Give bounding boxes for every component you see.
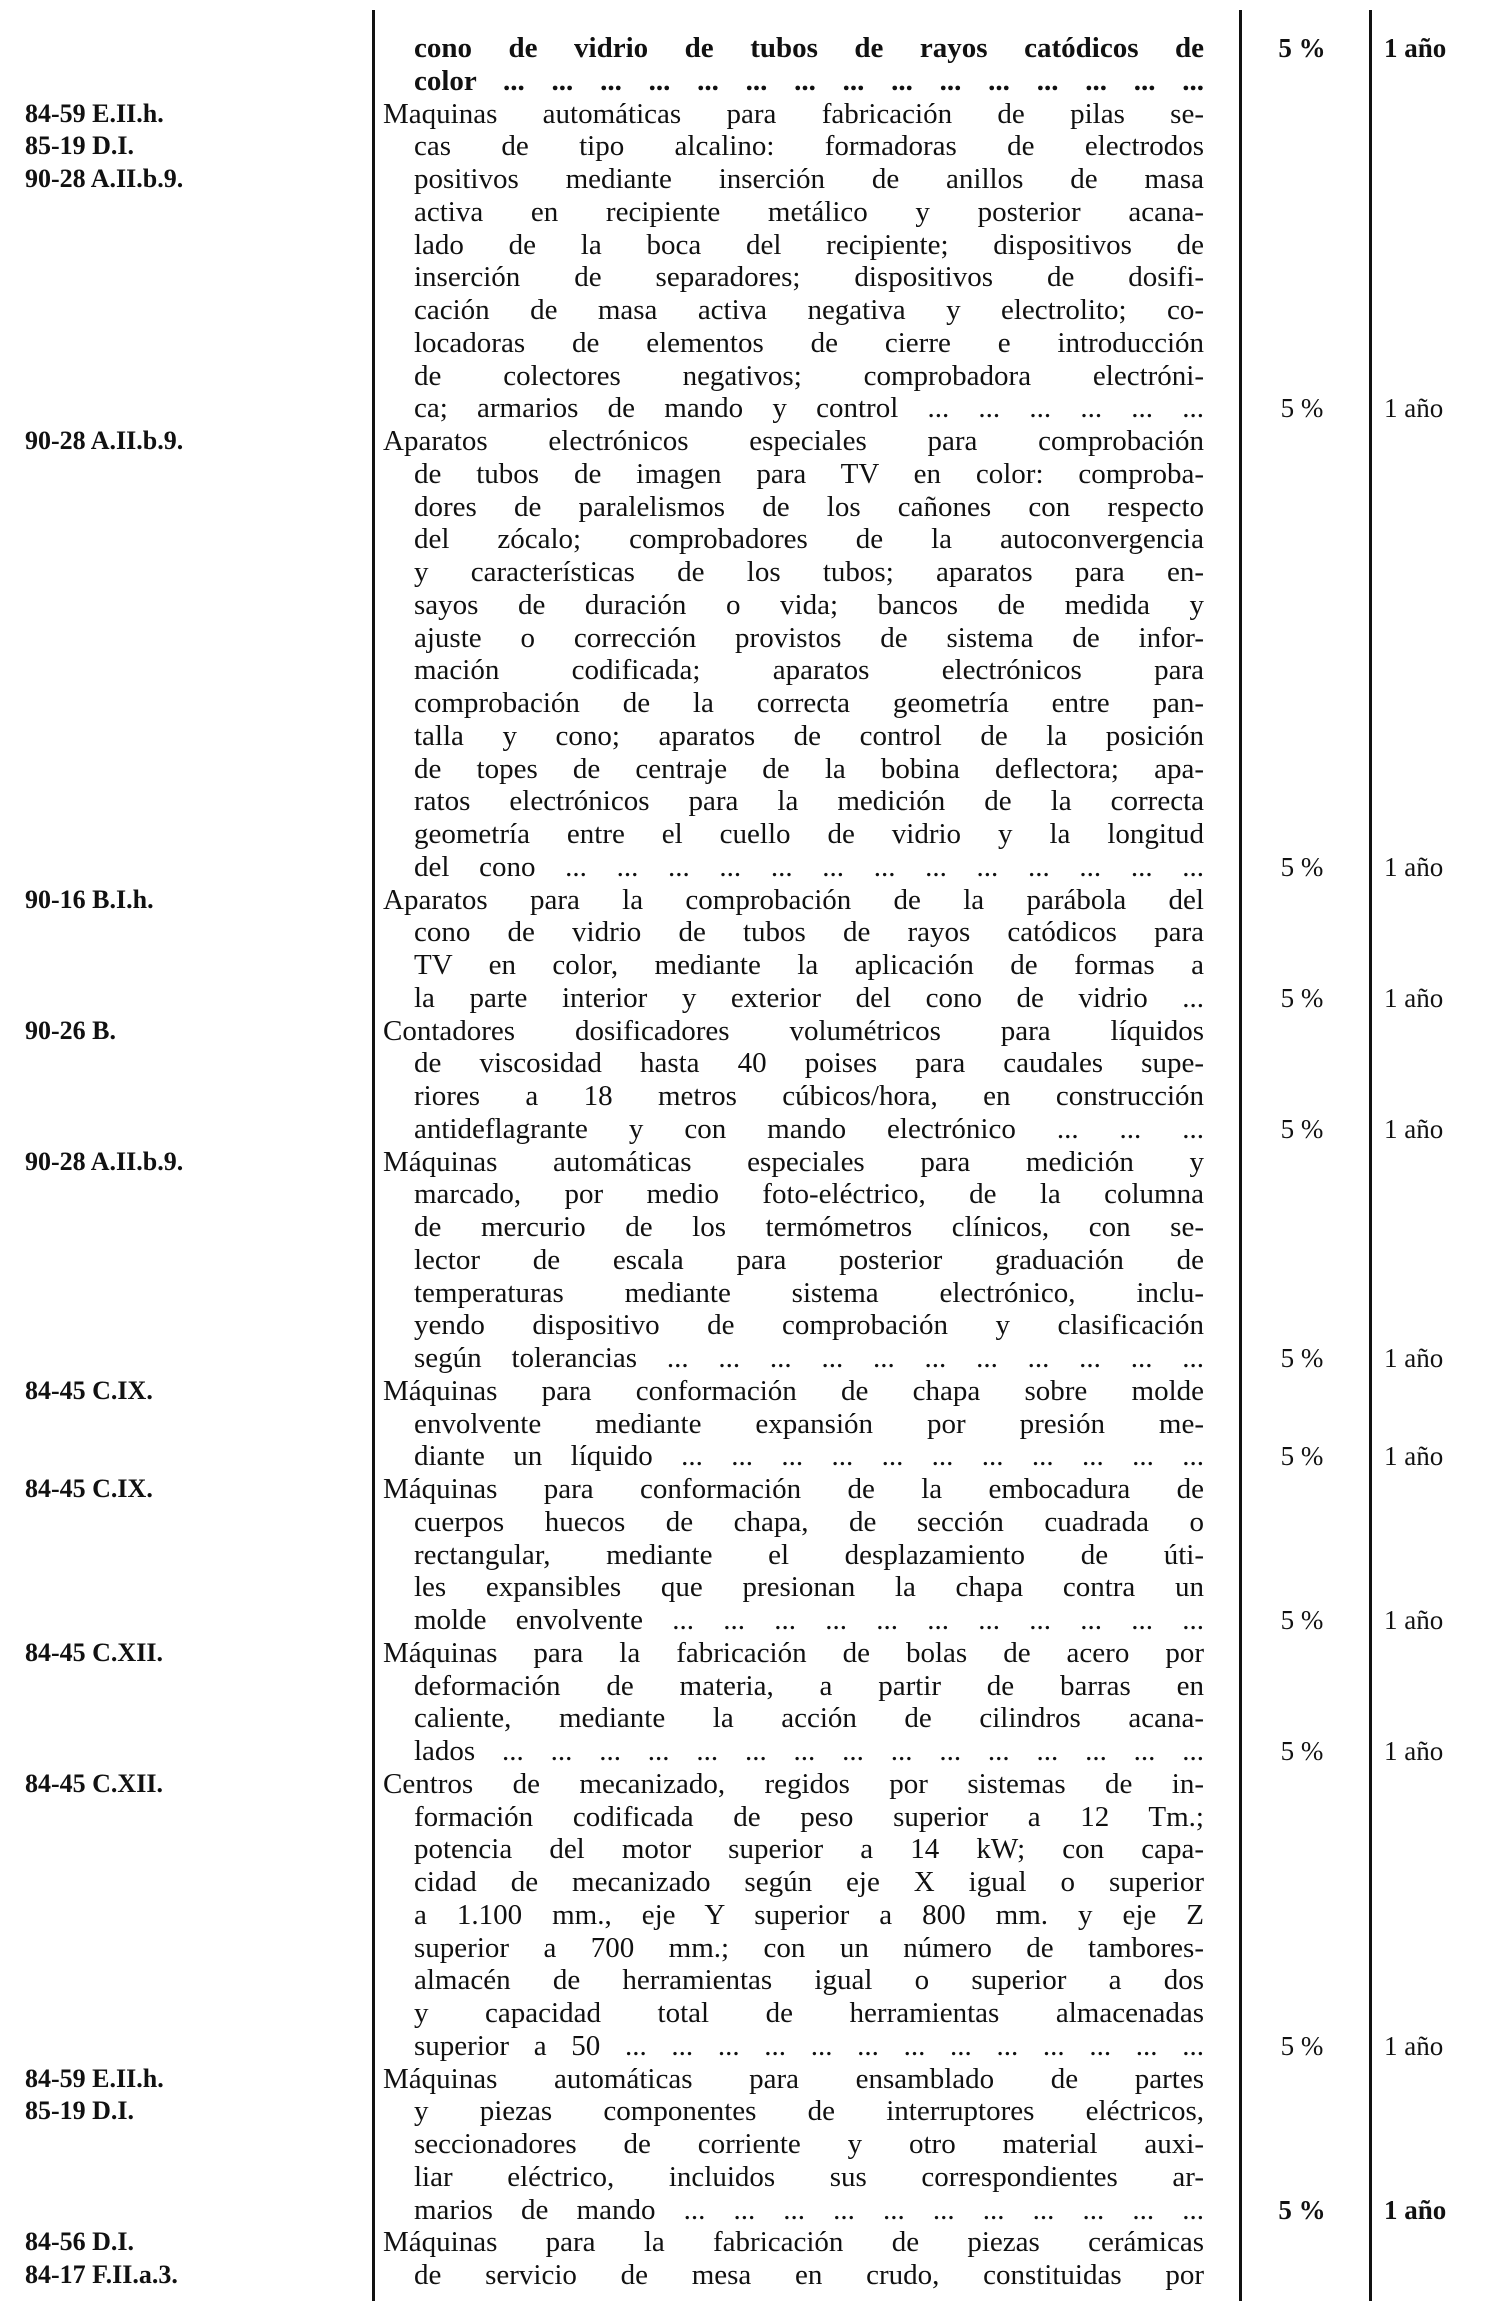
description-line: envolvente mediante expansión por presión me- bbox=[414, 1407, 1204, 1440]
table-row bbox=[0, 1015, 1487, 1048]
description-line: potencia del motor superior a 14 kW; con capa- bbox=[414, 1833, 1204, 1866]
description-line: rectangular, mediante el desplazamiento de úti- bbox=[414, 1538, 1204, 1571]
description-line: yendo dispositivo de comprobación y clasificación bbox=[414, 1309, 1204, 1342]
description-line: Máquinas para la fabricación de bolas de acero por bbox=[383, 1636, 1204, 1669]
table-row bbox=[0, 2259, 1487, 2292]
table-row bbox=[0, 622, 1487, 655]
table-row bbox=[0, 1244, 1487, 1277]
table-row bbox=[0, 1047, 1487, 1080]
table-row bbox=[0, 687, 1487, 720]
table-row bbox=[0, 1473, 1487, 1506]
table-row bbox=[0, 1833, 1487, 1866]
description-line: ajuste o corrección provistos de sistema de infor- bbox=[414, 621, 1204, 654]
table-row bbox=[0, 2226, 1487, 2259]
description-line: de topes de centraje de la bobina deflectora; apa- bbox=[414, 752, 1204, 785]
table-row bbox=[0, 1277, 1487, 1310]
description-line: riores a 18 metros cúbicos/hora, en construcción bbox=[414, 1080, 1204, 1112]
description-line: y características de los tubos; aparatos para en- bbox=[414, 556, 1204, 588]
table-row bbox=[0, 2194, 1487, 2227]
description-line: formación codificada de peso superior a 12 Tm.; bbox=[414, 1800, 1204, 1833]
table-row bbox=[0, 1866, 1487, 1899]
table-row bbox=[0, 1735, 1487, 1768]
description-line: liar eléctrico, incluidos sus correspondientes ar- bbox=[414, 2160, 1204, 2193]
table-row bbox=[0, 1440, 1487, 1473]
table-row bbox=[0, 1506, 1487, 1539]
table-row bbox=[0, 1768, 1487, 1801]
table-row bbox=[0, 32, 1487, 65]
tariff-code: 85-19 D.I. bbox=[25, 131, 135, 161]
table-row bbox=[0, 1309, 1487, 1342]
duration: 1 año bbox=[1384, 2030, 1444, 2061]
description-line: diante un líquido ... ... ... ... ... ... ... ... ... ... ... bbox=[414, 1440, 1204, 1473]
table-row bbox=[0, 1964, 1487, 1997]
description-line: Contadores dosificadores volumétricos para líquidos bbox=[383, 1014, 1204, 1047]
table-row bbox=[0, 949, 1487, 982]
description-line: geometría entre el cuello de vidrio y la longitud bbox=[414, 818, 1204, 850]
duty-rate: 5 % bbox=[1280, 393, 1324, 424]
description-line: Aparatos electrónicos especiales para comprobación bbox=[383, 425, 1204, 457]
table-row bbox=[0, 2161, 1487, 2194]
description-line: caliente, mediante la acción de cilindros acana- bbox=[414, 1702, 1204, 1735]
tariff-code: 84-59 E.II.h. bbox=[25, 2063, 164, 2093]
duration: 1 año bbox=[1384, 33, 1447, 63]
duration: 1 año bbox=[1384, 2194, 1447, 2225]
table-row bbox=[0, 916, 1487, 949]
description-line: de mercurio de los termómetros clínicos, con se- bbox=[414, 1211, 1204, 1243]
tariff-code: 90-26 B. bbox=[25, 1015, 116, 1045]
table-row bbox=[0, 785, 1487, 818]
table-row bbox=[0, 1702, 1487, 1735]
table-row bbox=[0, 1539, 1487, 1572]
tariff-code: 90-16 B.I.h. bbox=[25, 884, 154, 914]
table-row bbox=[0, 327, 1487, 360]
description-line: lados ... ... ... ... ... ... ... ... ... ... ... ... ... ... ... bbox=[414, 1735, 1204, 1767]
table-row bbox=[0, 196, 1487, 229]
table-row bbox=[0, 1375, 1487, 1408]
table-row bbox=[0, 1408, 1487, 1441]
tariff-table bbox=[0, 32, 1487, 2292]
description-line: y capacidad total de herramientas almacenadas bbox=[414, 1997, 1204, 2029]
description-line: de tubos de imagen para TV en color: comproba- bbox=[414, 457, 1204, 490]
table-row bbox=[0, 65, 1487, 98]
description-line: dores de paralelismos de los cañones con respecto bbox=[414, 490, 1204, 523]
table-row bbox=[0, 1113, 1487, 1146]
description-line: Maquinas automáticas para fabricación de pilas se- bbox=[383, 97, 1204, 130]
duty-rate: 5 % bbox=[1280, 1605, 1324, 1635]
duty-rate: 5 % bbox=[1280, 982, 1324, 1013]
tariff-code: 84-45 C.XII. bbox=[25, 1768, 163, 1798]
table-row bbox=[0, 98, 1487, 131]
tariff-code: 84-45 C.IX. bbox=[25, 1375, 153, 1405]
description-line: les expansibles que presionan la chapa contra un bbox=[414, 1571, 1204, 1604]
duration: 1 año bbox=[1384, 393, 1444, 424]
description-line: cono de vidrio de tubos de rayos catódicos de bbox=[414, 32, 1204, 64]
description-line: Máquinas para la fabricación de piezas cerámicas bbox=[383, 2226, 1204, 2259]
table-row bbox=[0, 589, 1487, 622]
duration: 1 año bbox=[1384, 1736, 1444, 1766]
description-line: antideflagrante y con mando electrónico ... ... ... bbox=[414, 1112, 1204, 1145]
description-line: color ... ... ... ... ... ... ... ... ... ... ... ... ... ... ... bbox=[414, 64, 1204, 97]
description-line: marios de mando ... ... ... ... ... ... ... ... ... ... ... bbox=[414, 2193, 1204, 2226]
table-row bbox=[0, 1801, 1487, 1834]
duty-rate: 5 % bbox=[1278, 33, 1326, 63]
description-line: TV en color, mediante la aplicación de formas a bbox=[414, 949, 1204, 981]
description-line: de servicio de mesa en crudo, constituidas por bbox=[414, 2259, 1204, 2291]
description-line: deformación de materia, a partir de barras en bbox=[414, 1669, 1204, 1702]
description-line: del zócalo; comprobadores de la autoconvergencia bbox=[414, 523, 1204, 556]
table-row bbox=[0, 163, 1487, 196]
description-line: comprobación de la correcta geometría entre pan- bbox=[414, 687, 1204, 719]
table-row bbox=[0, 491, 1487, 524]
table-row bbox=[0, 851, 1487, 884]
duration: 1 año bbox=[1384, 1343, 1444, 1373]
description-line: inserción de separadores; dispositivos de dosifi- bbox=[414, 261, 1204, 294]
description-line: almacén de herramientas igual o superior a dos bbox=[414, 1964, 1204, 1997]
table-row bbox=[0, 130, 1487, 163]
table-row bbox=[0, 1211, 1487, 1244]
description-line: talla y cono; aparatos de control de la posición bbox=[414, 719, 1204, 752]
description-line: según tolerancias ... ... ... ... ... ... ... ... ... ... ... bbox=[414, 1342, 1204, 1374]
duration: 1 año bbox=[1384, 851, 1444, 882]
duty-rate: 5 % bbox=[1280, 851, 1324, 882]
table-row bbox=[0, 523, 1487, 556]
description-line: lado de la boca del recipiente; dispositivos de bbox=[414, 228, 1204, 261]
table-row bbox=[0, 425, 1487, 458]
description-line: Máquinas para conformación de chapa sobre molde bbox=[383, 1374, 1204, 1407]
duty-rate: 5 % bbox=[1278, 2194, 1326, 2225]
tariff-code: 84-56 D.I. bbox=[25, 2227, 135, 2257]
description-line: molde envolvente ... ... ... ... ... ... ... ... ... ... ... bbox=[414, 1604, 1204, 1636]
description-line: cas de tipo alcalino: formadoras de electrodos bbox=[414, 130, 1204, 163]
tariff-code: 84-59 E.II.h. bbox=[25, 98, 164, 128]
description-line: del cono ... ... ... ... ... ... ... ... ... ... ... ... ... bbox=[414, 850, 1204, 883]
table-row bbox=[0, 1178, 1487, 1211]
description-line: Máquinas automáticas para ensamblado de partes bbox=[383, 2062, 1204, 2095]
table-row bbox=[0, 1146, 1487, 1179]
description-line: de colectores negativos; comprobadora electróni- bbox=[414, 359, 1204, 392]
tariff-code: 85-19 D.I. bbox=[25, 2096, 135, 2126]
table-row bbox=[0, 982, 1487, 1015]
table-row bbox=[0, 229, 1487, 262]
duration: 1 año bbox=[1384, 1605, 1444, 1635]
description-line: lector de escala para posterior graduación de bbox=[414, 1243, 1204, 1276]
table-row bbox=[0, 1932, 1487, 1965]
table-row bbox=[0, 360, 1487, 393]
description-line: cidad de mecanizado según eje X igual o superior bbox=[414, 1866, 1204, 1898]
description-line: la parte interior y exterior del cono de vidrio ... bbox=[414, 981, 1204, 1014]
description-line: marcado, por medio foto-eléctrico, de la columna bbox=[414, 1178, 1204, 1211]
description-line: Centros de mecanizado, regidos por sistemas de in- bbox=[383, 1767, 1204, 1800]
tariff-code: 84-45 C.IX. bbox=[25, 1474, 153, 1503]
description-line: locadoras de elementos de cierre e introducción bbox=[414, 326, 1204, 359]
table-row bbox=[0, 1899, 1487, 1932]
description-line: de viscosidad hasta 40 poises para caudales supe- bbox=[414, 1047, 1204, 1080]
table-row bbox=[0, 884, 1487, 917]
tariff-code: 84-17 F.II.a.3. bbox=[25, 2260, 178, 2289]
description-line: ratos electrónicos para la medición de la correcta bbox=[414, 785, 1204, 818]
table-row bbox=[0, 458, 1487, 491]
table-row bbox=[0, 1997, 1487, 2030]
table-row bbox=[0, 818, 1487, 851]
duty-rate: 5 % bbox=[1280, 1343, 1324, 1373]
table-row bbox=[0, 294, 1487, 327]
table-row bbox=[0, 2063, 1487, 2096]
description-line: Máquinas automáticas especiales para medición y bbox=[383, 1145, 1204, 1178]
duty-rate: 5 % bbox=[1280, 1736, 1324, 1766]
description-line: superior a 700 mm.; con un número de tambores- bbox=[414, 1931, 1204, 1964]
duration: 1 año bbox=[1384, 982, 1444, 1013]
duration: 1 año bbox=[1384, 1441, 1444, 1472]
table-row bbox=[0, 1080, 1487, 1113]
description-line: cación de masa activa negativa y electrolito; co- bbox=[414, 294, 1204, 326]
description-line: temperaturas mediante sistema electrónico, inclu- bbox=[414, 1276, 1204, 1309]
table-row bbox=[0, 1670, 1487, 1703]
tariff-code: 90-28 A.II.b.9. bbox=[25, 426, 184, 455]
duration: 1 año bbox=[1384, 1113, 1444, 1144]
description-line: y piezas componentes de interruptores eléctricos, bbox=[414, 2095, 1204, 2128]
duty-rate: 5 % bbox=[1280, 2030, 1324, 2061]
table-row bbox=[0, 1342, 1487, 1375]
description-line: cuerpos huecos de chapa, de sección cuadrada o bbox=[414, 1505, 1204, 1538]
table-row bbox=[0, 261, 1487, 294]
description-line: cono de vidrio de tubos de rayos catódicos para bbox=[414, 916, 1204, 949]
table-row bbox=[0, 2030, 1487, 2063]
description-line: a 1.100 mm., eje Y superior a 800 mm. y eje Z bbox=[414, 1898, 1204, 1931]
table-row bbox=[0, 2095, 1487, 2128]
description-line: sayos de duración o vida; bancos de medida y bbox=[414, 588, 1204, 621]
table-row bbox=[0, 392, 1487, 425]
duty-rate: 5 % bbox=[1280, 1441, 1324, 1472]
description-line: Aparatos para la comprobación de la parábola del bbox=[383, 883, 1204, 916]
table-row bbox=[0, 1604, 1487, 1637]
description-line: ca; armarios de mando y control ... ... ... ... ... ... bbox=[414, 392, 1204, 425]
table-row bbox=[0, 1637, 1487, 1670]
table-row bbox=[0, 1571, 1487, 1604]
description-line: superior a 50 ... ... ... ... ... ... ... ... ... ... ... ... ... bbox=[414, 2029, 1204, 2062]
description-line: Máquinas para conformación de la embocadura de bbox=[383, 1473, 1204, 1505]
description-line: positivos mediante inserción de anillos de masa bbox=[414, 163, 1204, 195]
table-row bbox=[0, 720, 1487, 753]
table-row bbox=[0, 556, 1487, 589]
tariff-code: 84-45 C.XII. bbox=[25, 1637, 163, 1667]
description-line: activa en recipiente metálico y posterior acana- bbox=[414, 195, 1204, 228]
table-row bbox=[0, 2128, 1487, 2161]
tariff-code: 90-28 A.II.b.9. bbox=[25, 1146, 184, 1176]
tariff-code: 90-28 A.II.b.9. bbox=[25, 164, 184, 193]
description-line: mación codificada; aparatos electrónicos para bbox=[414, 654, 1204, 687]
duty-rate: 5 % bbox=[1280, 1113, 1324, 1144]
table-row bbox=[0, 654, 1487, 687]
description-line: seccionadores de corriente y otro material auxi- bbox=[414, 2128, 1204, 2160]
table-row bbox=[0, 753, 1487, 786]
